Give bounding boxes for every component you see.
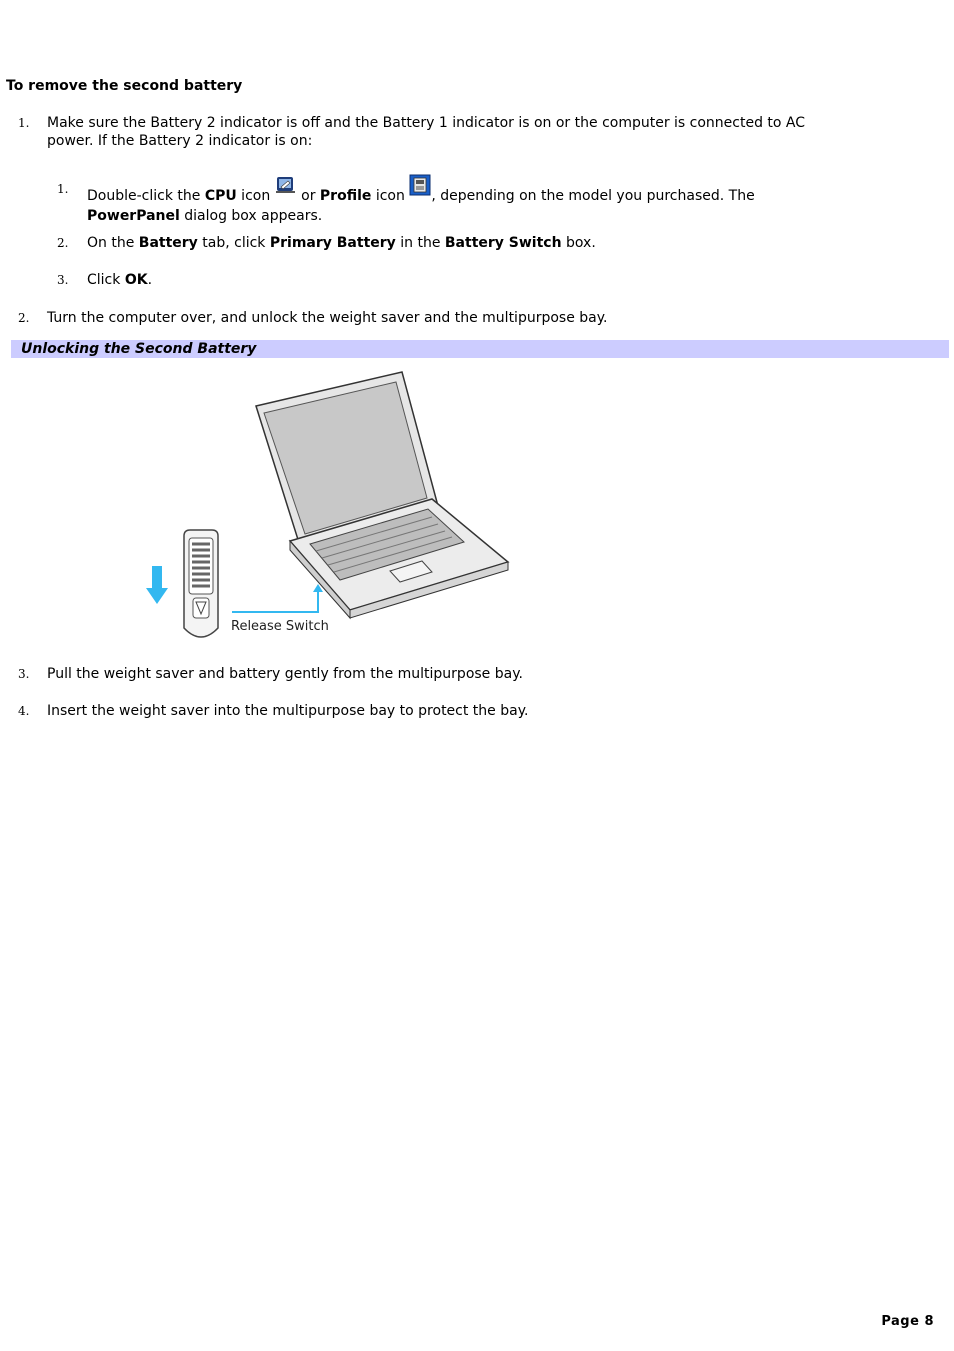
step-1-text (47, 114, 805, 150)
text-run: box. (561, 235, 596, 251)
figure-caption: Unlocking the Second Battery (21, 341, 257, 357)
text-run: , depending on the model you purchased. The (431, 188, 755, 204)
substep-1-line-2 (87, 207, 755, 225)
cpu-icon (275, 180, 297, 207)
step-number: 1. (18, 116, 30, 130)
figure-caption-banner (11, 340, 949, 358)
section-heading: To remove the second battery (6, 78, 243, 94)
text-run: On the (87, 235, 139, 251)
battery-switch-term: Battery Switch (444, 235, 562, 251)
cpu-term: CPU (204, 188, 237, 204)
substep-2-text (87, 234, 596, 252)
page-number: Page 8 (881, 1314, 934, 1329)
substep-3-text (87, 271, 152, 289)
laptop-illustration (140, 366, 520, 648)
profile-term: Profile (319, 188, 372, 204)
text-run: . (147, 272, 153, 288)
release-switch-label: Release Switch (231, 619, 329, 634)
step-number: 2. (18, 311, 30, 325)
step-number: 4. (18, 704, 30, 718)
profile-icon (409, 180, 431, 207)
release-switch-pointer (232, 584, 323, 612)
ok-term: OK (124, 272, 148, 288)
battery-term: Battery (138, 235, 198, 251)
text-run: Double-click the (87, 188, 205, 204)
substep-number: 3. (57, 273, 69, 287)
text-run: dialog box appears. (179, 208, 323, 224)
step-2-text: Turn the computer over, and unlock the weight saver and the multipurpose bay. (47, 310, 608, 326)
step-number: 3. (18, 667, 30, 681)
substep-number: 2. (57, 236, 69, 250)
text-run: icon (236, 188, 275, 204)
step-1-line-1: Make sure the Battery 2 indicator is off and the Battery 1 indicator is on or the computer is connected to AC (47, 115, 806, 131)
substep-number: 1. (57, 182, 69, 196)
step-4-text: Insert the weight saver into the multipurpose bay to protect the bay. (47, 703, 529, 719)
powerpanel-term: PowerPanel (87, 208, 180, 224)
down-arrow-icon (146, 566, 168, 604)
text-run: or (296, 188, 320, 204)
primary-battery-term: Primary Battery (269, 235, 396, 251)
substep-1-text (87, 180, 755, 225)
text-run: tab, click (197, 235, 270, 251)
step-3-text: Pull the weight saver and battery gently from the multipurpose bay. (47, 666, 523, 682)
text-run: icon (371, 188, 410, 204)
substep-1-line-1 (87, 180, 755, 207)
step-1-line-2: power. If the Battery 2 indicator is on: (47, 133, 313, 149)
text-run: in the (395, 235, 445, 251)
battery-illustration (184, 530, 218, 637)
text-run: Click (87, 272, 125, 288)
